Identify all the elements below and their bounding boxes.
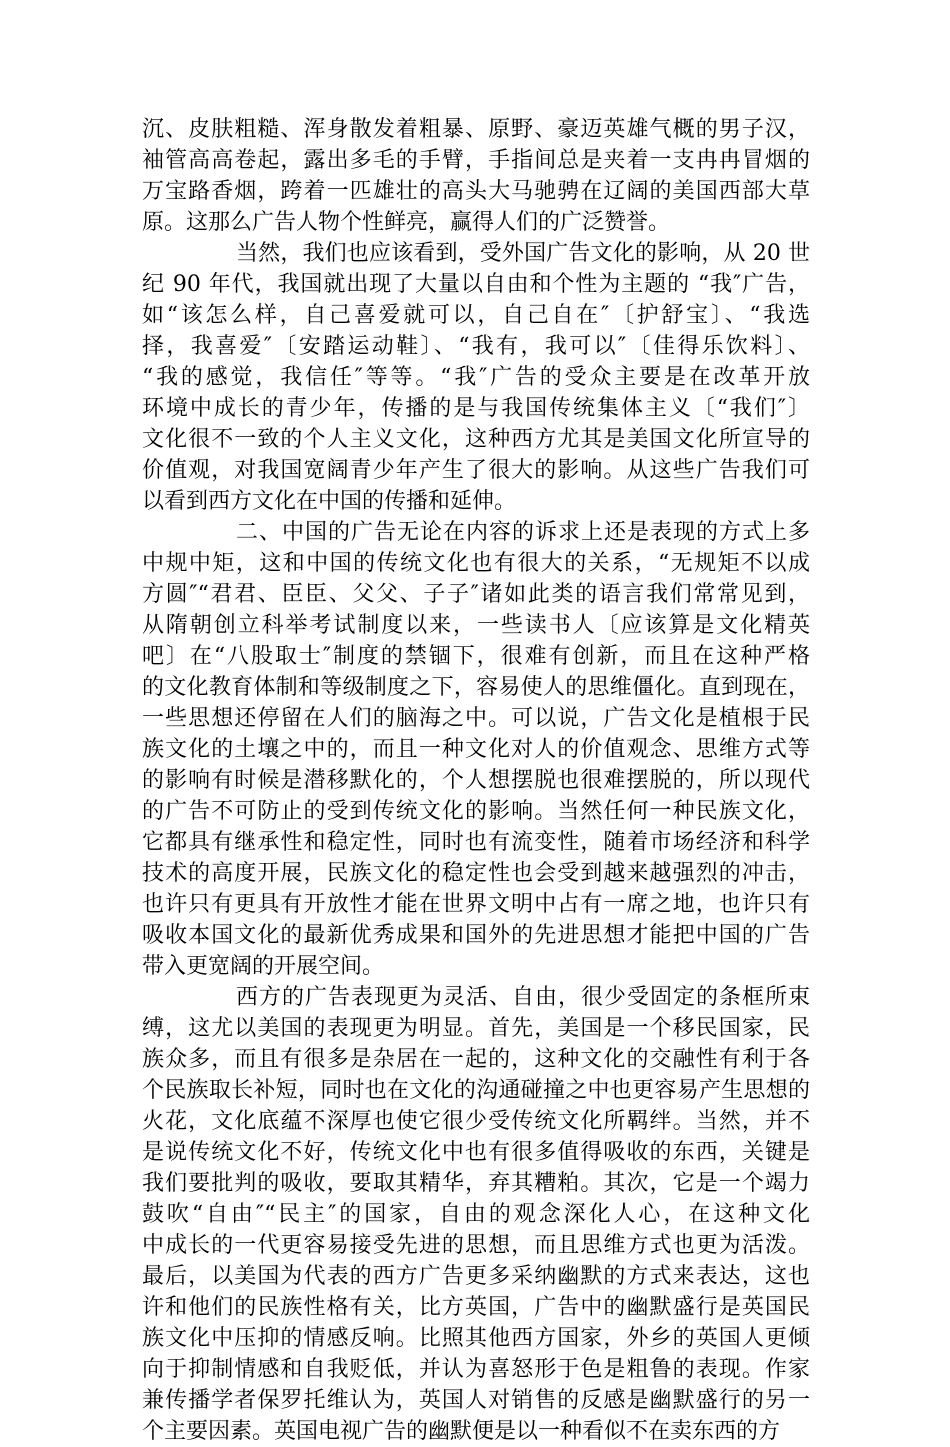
- text-line: 当然，我们也应该看到，受外国广告文化的影响，从 20 世: [236, 241, 810, 266]
- text-line: 袖管高高卷起，露出多毛的手臂，手指间总是夹着一支冉冉冒烟的: [142, 148, 810, 173]
- text-line: 族文化中压抑的情感反响。比照其他西方国家，外乡的英国人更倾: [142, 1326, 810, 1351]
- text-line: 吸收本国文化的最新优秀成果和国外的先进思想才能把中国的广告: [142, 923, 810, 948]
- text-line: 鼓吹“自由″“民主″的国家，自由的观念深化人心，在这种文化: [142, 1202, 810, 1227]
- text-line: 一些思想还停留在人们的脑海之中。可以说，广告文化是植根于民: [142, 706, 810, 731]
- text-line: 二、中国的广告无论在内容的诉求上还是表现的方式上多: [236, 520, 810, 545]
- text-line: 方圆″“君君、臣臣、父父、子子″诸如此类的语言我们常常见到，: [142, 582, 810, 607]
- text-line: 技术的高度开展，民族文化的稳定性也会受到越来越强烈的冲击，: [142, 861, 810, 886]
- text-line: 它都具有继承性和稳定性，同时也有流变性，随着市场经济和科学: [142, 830, 810, 855]
- text-line: 也许只有更具有开放性才能在世界文明中占有一席之地，也许只有: [142, 892, 810, 917]
- text-line: 纪 90 年代，我国就出现了大量以自由和个性为主题的 “我″广告，: [142, 272, 810, 297]
- text-line: 许和他们的民族性格有关，比方英国，广告中的幽默盛行是英国民: [142, 1295, 810, 1320]
- text-line: 个民族取长补短，同时也在文化的沟通碰撞之中也更容易产生思想的: [142, 1078, 810, 1103]
- text-line: 是说传统文化不好，传统文化中也有很多值得吸收的东西，关键是: [142, 1140, 810, 1165]
- text-line: 的广告不可防止的受到传统文化的影响。当然任何一种民族文化，: [142, 799, 810, 824]
- text-line: 带入更宽阔的开展空间。: [142, 954, 385, 979]
- paragraph-2: [142, 238, 810, 517]
- paragraph-3: [142, 517, 810, 982]
- text-line: 原。这那么广告人物个性鲜亮，赢得人们的广泛赞誉。: [142, 210, 671, 235]
- paragraph-4: [142, 982, 810, 1447]
- text-line: 沉、皮肤粗糙、浑身散发着粗暴、原野、豪迈英雄气概的男子汉，: [142, 117, 810, 142]
- text-line: 万宝路香烟，跨着一匹雄壮的高头大马驰骋在辽阔的美国西部大草: [142, 179, 810, 204]
- text-line: 从隋朝创立科举考试制度以来，一些读书人〔应该算是文化精英: [142, 613, 810, 638]
- text-line: 火花，文化底蕴不深厚也使它很少受传统文化所羁绊。当然，并不: [142, 1109, 810, 1134]
- text-line: 如“该怎么样，自己喜爱就可以，自己自在″〔护舒宝〕、“我选: [142, 303, 810, 328]
- text-line: 个主要因素。英国电视广告的幽默便是以一种看似不在卖东西的方: [142, 1419, 781, 1444]
- text-line: 择，我喜爱″〔安踏运动鞋〕、“我有，我可以″〔佳得乐饮料〕、: [142, 334, 810, 359]
- text-line: 环境中成长的青少年，传播的是与我国传统集体主义〔“我们″〕: [142, 396, 810, 421]
- text-line: 中成长的一代更容易接受先进的思想，而且思维方式也更为活泼。: [142, 1233, 810, 1258]
- document-body: [142, 114, 810, 1447]
- text-line: 最后，以美国为代表的西方广告更多采纳幽默的方式来表达，这也: [142, 1264, 810, 1289]
- text-line: 的影响有时候是潜移默化的，个人想摆脱也很难摆脱的，所以现代: [142, 768, 810, 793]
- text-line: 族众多，而且有很多是杂居在一起的，这种文化的交融性有利于各: [142, 1047, 810, 1072]
- text-line: 价值观，对我国宽阔青少年产生了很大的影响。从这些广告我们可: [142, 458, 810, 483]
- text-line: 族文化的土壤之中的，而且一种文化对人的价值观念、思维方式等: [142, 737, 810, 762]
- paragraph-1: [142, 114, 810, 238]
- text-line: 文化很不一致的个人主义文化，这种西方尤其是美国文化所宣导的: [142, 427, 810, 452]
- text-line: 以看到西方文化在中国的传播和延伸。: [142, 489, 517, 514]
- text-line: 吧〕在“八股取士″制度的禁锢下，很难有创新，而且在这种严格: [142, 644, 810, 669]
- text-line: 我们要批判的吸收，要取其精华，弃其糟粕。其次，它是一个竭力: [142, 1171, 810, 1196]
- text-line: 兼传播学者保罗托维认为，英国人对销售的反感是幽默盛行的另一: [142, 1388, 810, 1413]
- text-line: 向于抑制情感和自我贬低，并认为喜怒形于色是粗鲁的表现。作家: [142, 1357, 810, 1382]
- text-line: 的文化教育体制和等级制度之下，容易使人的思维僵化。直到现在，: [142, 675, 810, 700]
- text-line: 中规中矩，这和中国的传统文化也有很大的关系，“无规矩不以成: [142, 551, 810, 576]
- text-line: 缚，这尤以美国的表现更为明显。首先，美国是一个移民国家，民: [142, 1016, 810, 1041]
- text-line: “我的感觉，我信任″等等。“我″广告的受众主要是在改革开放: [142, 365, 810, 390]
- text-line: 西方的广告表现更为灵活、自由，很少受固定的条框所束: [236, 985, 810, 1010]
